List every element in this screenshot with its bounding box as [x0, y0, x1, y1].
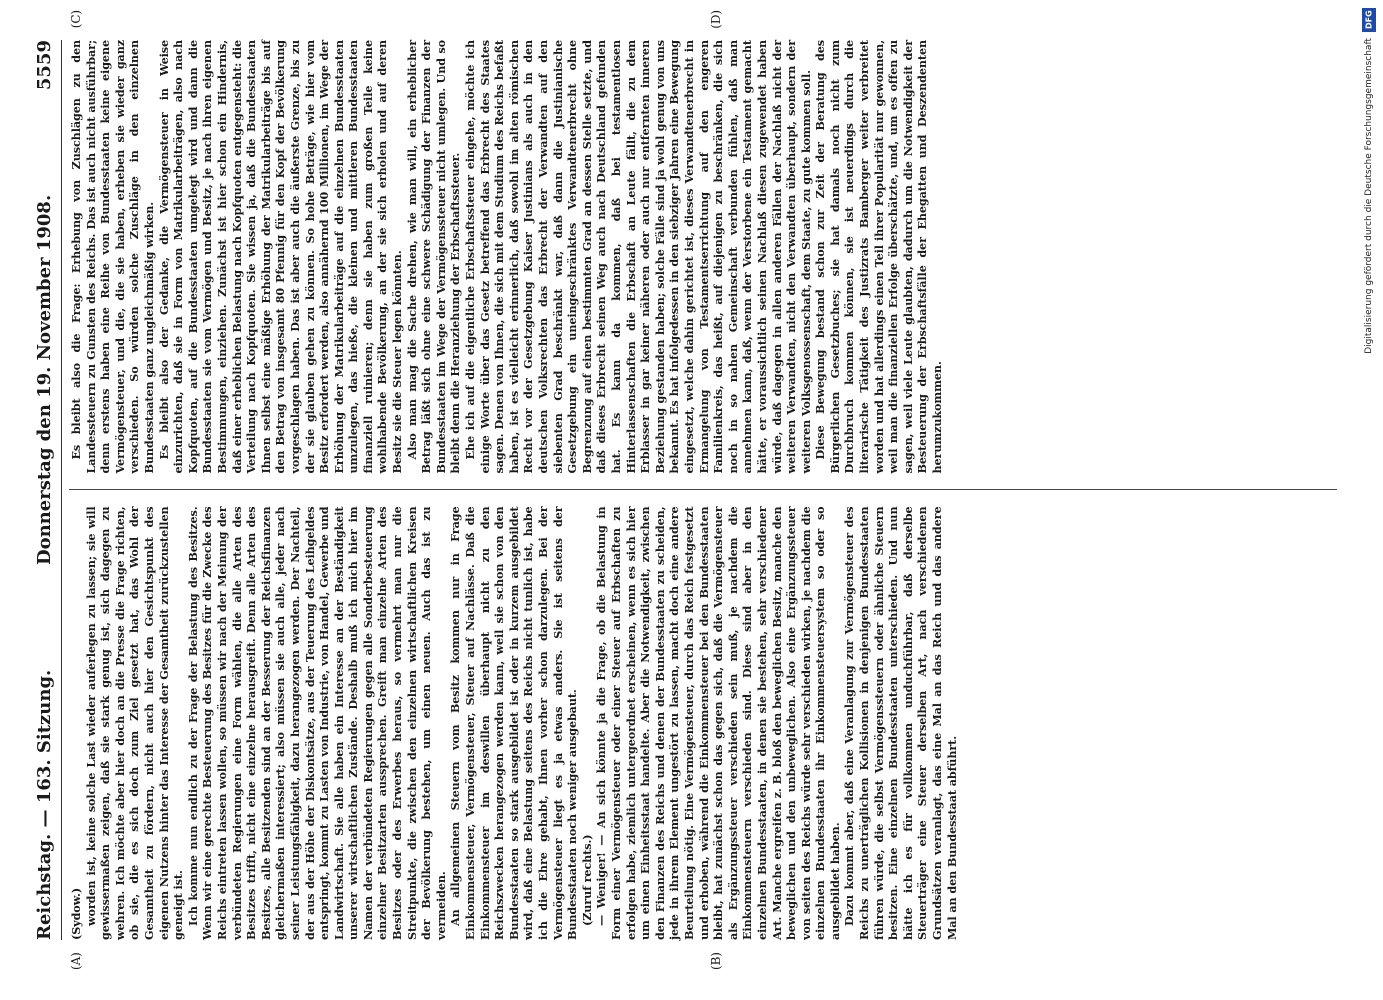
paragraph: Es bleibt also die Frage: Erhebung von Zuschlägen zu den Landessteuern zu Gunsten des Reichs. Das ist auch nicht ausführbar; denn erstens haben eine Reihe von Bundesstaaten keine eigene Vermögensteuer, und die, die sie haben, erheben sie wieder ganz verschieden. So würden solche Zuschläge in den einzelnen Bundesstaaten ganz ungleichmäßig wirken. — [68, 40, 156, 474]
paragraph: (Zuruf rechts.) — [579, 834, 594, 926]
dfg-logo: DFG — [1362, 8, 1376, 32]
paragraph: Ehe ich auf die eigentliche Erbschaftssteuer eingehe, möchte ich einige Worte über das Gesetz betreffend das Erbrecht des Staates sagen. Denen von Ihnen, die sich mit dem Studium des Reichs befaßt haben, ist es vielleicht erinnerlich, daß sowohl im alten römischen Recht vor der Gesetzgebung Kaiser Justinians als auch in den deutschen Volksrechten das Erbrecht der Verwandten auf den siebenten Grad beschränkt war, daß dann die Justinianische Gesetzgebung ein uneingeschränktes Verwandtenerbrecht ohne Begrenzung auf einen bestimmten Grad an dessen Stelle setzte, und daß dieses Erbrecht seinen Weg auch nach Deutschland gefunden hat. Es kann da kommen, daß bei testamentlosen Hinterlassenschaften die Erbschaft an Leute fällt, die zu dem Erblasser in gar keiner näheren oder auch nur entfernten inneren Beziehung gestanden haben; solche Fälle sind ja wohl genug von uns bekannt. Es hat infolgedessen in den siebziger Jahren eine Bewegung eingesetzt, welche dahin gerichtet ist, dieses Verwandtenerbrecht in Ermangelung von Testamentserrichtung auf den engeren Familienkreis, das heißt, auf diejenigen zu beschränken, die sich noch in so nahen Gemeinschaft verbunden fühlen, daß man annehmen kann, daß, wenn der Verstorbene ein Testament gemacht hätte, er voraussichtlich seinen Nachlaß diesen zugewendet haben würde, daß dagegen in allen anderen Fällen der Nachlaß nicht der weiteren Verwandten, nicht den Verwandten überhaupt, sondern der weiteren Volksgenossenschaft, dem Staate, zu gute kommen soll. — [462, 40, 813, 474]
page-number: 5559 — [33, 40, 54, 91]
paragraph: Also man mag die Sache drehen, wie man will, ein erheblicher Betrag läßt sich ohne eine schwere Schädigung der Finanzen der Bundesstaaten im Wege der Vermögenssteuer nicht umlegen. Und so bleibt denn die Heranziehung der Erbschaftssteuer. — [404, 40, 462, 474]
paragraph: Ich komme nun endlich zu der Frage der Belastung des Besitzes. Wenn wir eine gerechte Besteuerung des Besitzes für die Zwecke des Reichs eintreten lassen wollen, so müssen wir nach der Meinung der verbündeten Regierungen eine Form wählen, die alle Arten des Besitzes trifft, nicht eine einzelne herausgreift. Denn alle Arten des Besitzes, alle Besitzenden sind an der Besserung der Reichsfinanzen gleichermaßen interessiert; also müssen sie auch alle, jeder nach seiner Leistungsfähigkeit, dazu herangezogen werden. Der Nachteil, der aus der Höhe der Diskontsätze, aus der Teuerung des Leihgeldes entspringt, kommt zu Lasten von Industrie, von Handel, Gewerbe und Landwirtschaft. Sie alle haben ein Interesse an der Beständigkeit unserer wirtschaftlichen Zustände. Deshalb muß ich mich hier im Namen der verbündeten Regierungen gegen alle Sonderbesteuerung einzelner Besitzarten aussprechen. Greift man einzelne Arten des Besitzes oder des Erwerbes heraus, so vermehrt man nur die Streitpunkte, die zwischen den einzelnen wirtschaftlichen Kreisen der Bevölkerung bestehen, um einen neuen. Auch das ist zu vermeiden. — [185, 506, 448, 940]
margin-mark-b: (B) — [708, 952, 723, 970]
speaker-label: (Sydow.) — [68, 887, 83, 940]
text-columns — [68, 10, 1337, 970]
dfg-sidebar — [1361, 8, 1377, 992]
newspaper-page — [7, 10, 1377, 980]
paragraph: worden ist, keine solche Last wieder auferlegen zu lassen; sie will gewissermaßen zeigen, daß sie stark genug ist, sich dagegen zu wehren. Ich möchte aber hier doch an die Presse die Frage richten, ob sie, die es sich doch zum Ziel gesetzt hat, das Wohl der Gesamtheit zu fördern, nicht auch hier den Gesichtspunkt des eigenen Nutzens hinter das Interesse der Gesamtheit zurückzustellen geneigt ist. — [83, 506, 185, 940]
paragraph: An allgemeinen Steuern vom Besitz kommen nur in Frage Einkommensteuer, Vermögensteuer, Steuer auf Nachlässe. Daß die Einkommensteuer im deswillen überhaupt nicht zu den Reichszwecken herangezogen werden kann, weil sie schon von den Bundesstaaten so stark ausgebildet ist oder in kurzem ausgebildet wird, daß eine Belastung seitens des Reichs nicht tunlich ist, habe ich die Ehre gehabt, Ihnen vorher schon darzulegen. Bei der Vermögensteuer liegt es ja etwas anders. Sie ist seitens der Bundesstaaten noch weniger ausgebaut. — [447, 506, 579, 940]
page-header — [27, 40, 62, 940]
paragraph: Diese Bewegung bestand schon zur Zeit der Beratung des Bürgerlichen Gesetzbuches; sie hat damals noch nicht zum Durchbruch kommen können, sie ist neuerdings durch die literarische Tätigkeit des Justizrats Bamberger weiter verbreitet worden und hat allerdings einen Teil ihrer Popularität nur gewonnen, weil man die finanziellen Erfolge überschätzte, und, um es offen zu sagen, weil viele Leute glaubten, dadurch um die Notwendigkeit der Besteuerung der Erbschaftsfälle der Ehegatten und Deszendenten herumzukommen. — [812, 40, 944, 474]
margin-mark-d: (D) — [708, 10, 723, 29]
column-divider — [69, 490, 1337, 491]
header-date: Donnerstag den 19. November 1908. — [33, 194, 54, 566]
paragraph: Dazu kommt aber, daß eine Veranlagung zur Vermögensteuer des Reichs zu unerträglichen Kollisionen in denjenigen Bundesstaaten führen würde, die selbst Vermögenssteuern oder ähnliche Steuern besitzen. Eine einzelnen Bundesstaaten unterschieden. Und nun hätte ich es für vollkommen unduchführbar, daß derselbe Steuerträger eine Steuer derselben Art, nach verschiedenen Grundsätzen veranlagt, das eine Mal an das Reich und das andere Mal an den Bundesstaat abführt. — [841, 506, 959, 940]
header-left: Reichstag. — 163. Sitzung. — [33, 669, 54, 940]
paragraph: Es bleibt also der Gedanke, die Vermögensteuer in Weise einzurichten, daß sie in Form von Matrikularbeiträgen, also nach Kopfquoten, auf die Bundesstaaten umgelegt wird und dann die Bundesstaaten sie vom Vermögen und Besitz, je nach ihren eigenen Bestimmungen, einziehen. Zunächst ist hier schon ein Hindernis, daß einer erheblichen Belastung nach Kopfquoten entgegensteht: die Verteilung nach Kopfquoten. Sie wissen ja, daß die Bundesstaaten Ihnen selbst eine mäßige Erhöhung der Matrikularbeiträge bis auf den Betrag von insgesamt 80 Pfennig für den Kopf der Bevölkerung vorgeschlagen haben. Das ist aber auch die äußerste Grenze, bis zu der sie glauben gehen zu können. So hohe Beträge, wie hier vom Besitz erfordert werden, also annähernd 100 Millionen, im Wege der Erhöhung der Matrikularbeiträge auf die einzelnen Bundesstaaten umzulegen, das hieße, die kleinen und mittleren Bundesstaaten finanziell ruinieren; denn sie haben zum großen Teile keine wohlhabende Bevölkerung, an der sie sich erholen und auf deren Besitz sie die Steuer legen könnten. — [156, 40, 404, 474]
digitization-credit: Digitalisierung gefördert durch die Deutsche Forschungsgemeinschaft — [1364, 38, 1374, 354]
right-column — [68, 10, 1337, 474]
left-column — [68, 506, 1337, 970]
margin-mark-a: (A) — [68, 952, 83, 970]
margin-mark-c: (C) — [68, 10, 83, 29]
paragraph: — Weniger! — An sich könnte ja die Frage, ob die Belastung in Form einer Vermögensteuer oder einer Steuer auf Erbschaften zu erfolgen habe, ziemlich untergeordnet erscheinen, wenn es sich hier um einen Einheitsstaat handelte. Aber die Notwendigkeit, zwischen den Finanzen des Reichs und denen der Bundesstaaten zu scheiden, jede in ihrem Element ungestört zu lassen, macht doch eine andere Beurteilung nötig. Eine Vermögensteuer, durch das Reich festgesetzt und erhoben, während die Einkommensteuer bei den Bundesstaaten bleibt, hat zunächst schon das gegen sich, daß die Vermögensteuer als Ergänzungssteuer verschieden sein muß, je nachdem die Einkommensteuern verschieden sind. Diese sind aber in den einzelnen Bundesstaaten, in denen sie bestehen, sehr verschiedener Art. Manche ergreifen z. B. bloß den beweglichen Besitz, manche den beweglichen und den unbeweglichen. Also eine Ergänzungssteuer von seiten des Reichs würde sehr verschieden wirken, je nachdem die einzelnen Bundesstaaten ihr Einkommensteuersystem so oder so ausgebildet haben. — [593, 506, 842, 940]
